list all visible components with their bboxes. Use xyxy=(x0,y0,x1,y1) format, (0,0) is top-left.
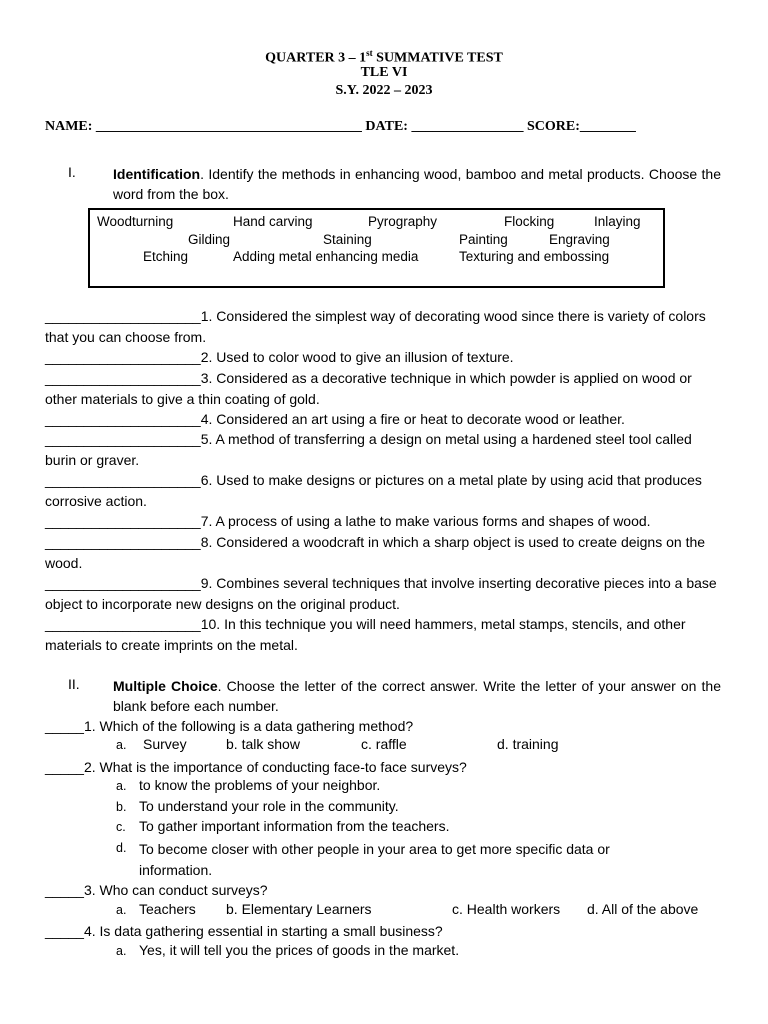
option-text[interactable]: To gather important information from the teachers. xyxy=(139,818,450,834)
mc-question xyxy=(45,921,725,942)
word-box xyxy=(88,208,665,288)
item-text: 5. A method of transferring a design on metal using a hardened steel tool called burin or graver. xyxy=(45,431,692,468)
identification-item xyxy=(45,429,725,470)
item-text: 7. A process of using a lathe to make various forms and shapes of wood. xyxy=(200,513,651,529)
word-choice: Adding metal enhancing media xyxy=(233,249,419,264)
title-text: QUARTER 3 – 1 xyxy=(265,50,367,66)
word-choice: Painting xyxy=(459,232,508,247)
word-choice: Inlaying xyxy=(594,214,641,229)
question-text: 2. What is the importance of conducting face-to face surveys? xyxy=(83,759,467,775)
identification-item xyxy=(45,573,725,614)
option-letter: c. xyxy=(116,820,126,834)
section-title: Multiple Choice xyxy=(113,678,218,694)
item-text: 8. Considered a woodcraft in which a sharp object is used to create deigns on the wood. xyxy=(45,534,706,571)
answer-blank[interactable]: ____________________ xyxy=(45,513,201,529)
option-letter: b. xyxy=(116,800,127,814)
answer-blank[interactable]: ____________________ xyxy=(45,575,201,591)
identification-item xyxy=(45,368,725,409)
option-letter: a. xyxy=(116,944,127,958)
option-text[interactable]: Yes, it will tell you the prices of goods in the market. xyxy=(139,942,460,958)
section-instructions-text: . Choose the letter of the correct answer. Write the letter of your answer on the blank before each number. xyxy=(113,678,721,714)
answer-blank[interactable]: _____ xyxy=(45,759,84,775)
answer-blank[interactable]: _____ xyxy=(45,718,84,734)
item-text: 2. Used to color wood to give an illusion of texture. xyxy=(200,349,514,365)
option-text[interactable]: c. raffle xyxy=(361,736,407,752)
section-numeral: I. xyxy=(68,164,76,180)
option-text[interactable]: Teachers xyxy=(139,901,196,917)
section-instructions xyxy=(113,676,721,716)
item-text: 10. In this technique you will need hammers, metal stamps, stencils, and other materials to create imprints on the metal. xyxy=(45,616,686,653)
identification-item xyxy=(45,306,725,347)
mc-question xyxy=(45,716,725,737)
answer-blank[interactable]: ____________________ xyxy=(45,472,201,488)
option-letter: d. xyxy=(116,841,127,855)
answer-blank[interactable]: _____ xyxy=(45,923,84,939)
option-text[interactable]: d. training xyxy=(497,736,559,752)
subject-title: TLE VI xyxy=(360,65,408,80)
title-text-rest: SUMMATIVE TEST xyxy=(372,50,503,66)
section-multiple-choice xyxy=(0,676,768,716)
question-text: 1. Which of the following is a data gathering method? xyxy=(83,718,414,734)
section-instructions-text: . Identify the methods in enhancing wood, bamboo and metal products. Choose the word from the box. xyxy=(113,166,721,202)
word-choice: Flocking xyxy=(504,214,555,229)
option-text[interactable]: To become closer with other people in your area to get more specific data or information. xyxy=(139,841,610,878)
item-text: 1. Considered the simplest way of decorating wood since there is variety of colors that you can choose from. xyxy=(45,308,706,345)
item-text: 9. Combines several techniques that involve inserting decorative pieces into a base object to incorporate new designs on the original product. xyxy=(45,575,717,612)
word-choice: Staining xyxy=(323,232,372,247)
option-text[interactable]: Survey xyxy=(143,736,187,752)
section-title: Identification xyxy=(113,166,201,182)
question-text: 3. Who can conduct surveys? xyxy=(83,882,268,898)
question-text: 4. Is data gathering essential in starting a small business? xyxy=(83,923,443,939)
word-choice: Pyrography xyxy=(368,214,438,229)
option-letter: a. xyxy=(116,738,127,752)
school-year: S.Y. 2022 – 2023 xyxy=(335,83,433,98)
item-text: 4. Considered an art using a fire or heat to decorate wood or leather. xyxy=(200,411,625,427)
section-numeral: II. xyxy=(68,676,80,692)
word-choice: Engraving xyxy=(549,232,610,247)
option-text[interactable]: c. Health workers xyxy=(452,901,561,917)
answer-blank[interactable]: ____________________ xyxy=(45,431,201,447)
option-text[interactable]: b. Elementary Learners xyxy=(226,901,372,917)
word-choice: Texturing and embossing xyxy=(459,249,610,264)
identification-item xyxy=(45,409,725,430)
section-identification xyxy=(0,164,768,204)
word-choice: Woodturning xyxy=(97,214,174,229)
item-text: 6. Used to make designs or pictures on a metal plate by using acid that produces corrosive action. xyxy=(45,472,702,509)
item-text: 3. Considered as a decorative technique in which powder is applied on wood or other materials to give a thin coating of gold. xyxy=(45,370,692,407)
section-instructions xyxy=(113,164,721,204)
answer-blank[interactable]: ____________________ xyxy=(45,349,201,365)
answer-blank[interactable]: ____________________ xyxy=(45,308,201,324)
word-choice: Etching xyxy=(143,249,189,264)
option-letter: a. xyxy=(116,903,127,917)
answer-blank[interactable]: ____________________ xyxy=(45,370,201,386)
answer-blank[interactable]: ____________________ xyxy=(45,534,201,550)
identification-item xyxy=(45,532,725,573)
option-letter: a. xyxy=(116,779,127,793)
word-choice: Hand carving xyxy=(233,214,313,229)
option-text[interactable]: d. All of the above xyxy=(587,901,699,917)
answer-blank[interactable]: ____________________ xyxy=(45,411,201,427)
identification-item xyxy=(45,470,725,511)
identification-item xyxy=(45,347,725,368)
word-choice: Gilding xyxy=(188,232,231,247)
test-title xyxy=(0,48,768,67)
name-date-score-line: NAME: ______________________________________ DATE: ________________ SCORE:________ xyxy=(45,119,636,134)
option-text[interactable]: To understand your role in the community. xyxy=(139,798,399,814)
answer-blank[interactable]: ____________________ xyxy=(45,616,201,632)
mc-question xyxy=(45,757,725,778)
title-superscript: st xyxy=(366,48,373,58)
identification-item xyxy=(45,614,725,655)
mc-question xyxy=(45,880,725,901)
answer-blank[interactable]: _____ xyxy=(45,882,84,898)
option-text[interactable]: to know the problems of your neighbor. xyxy=(139,777,381,793)
identification-item xyxy=(45,511,725,532)
option-text[interactable]: b. talk show xyxy=(226,736,300,752)
